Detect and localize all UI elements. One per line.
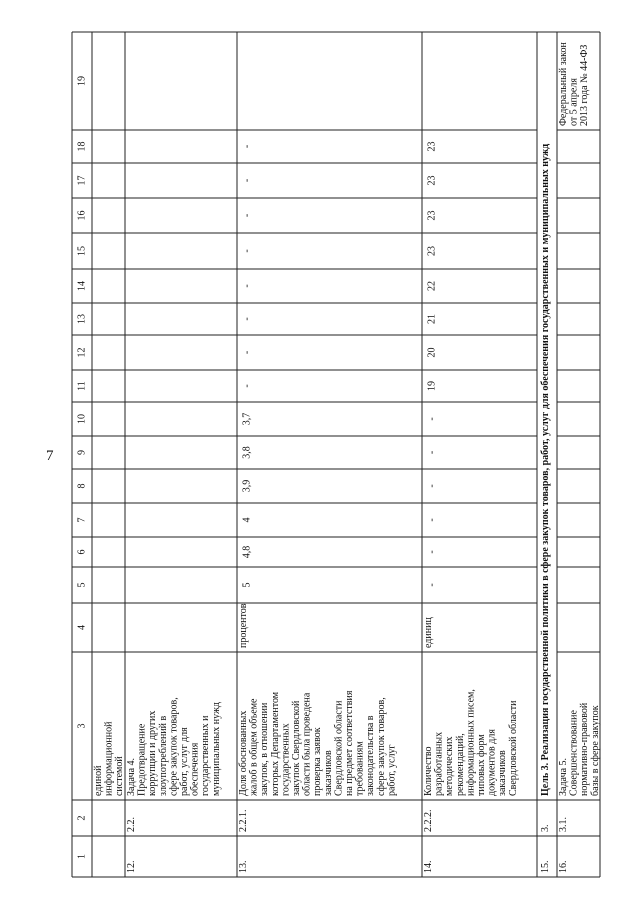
- table-cell: 20: [426, 347, 438, 358]
- svg-text:муниципальных нужд: муниципальных нужд: [210, 702, 222, 796]
- column-number: 1: [76, 854, 88, 859]
- svg-text:области была проведена: области была проведена: [301, 692, 313, 796]
- table-cell: [540, 825, 551, 833]
- table-cell: 19: [426, 381, 438, 391]
- table-cell: 3,7: [241, 412, 253, 426]
- column-number: 6: [76, 549, 88, 555]
- table-cell: -: [241, 384, 253, 388]
- table-cell: -: [241, 350, 253, 355]
- svg-text:14.: 14.: [423, 860, 434, 873]
- table-cell: -: [426, 484, 438, 488]
- table-cell: [238, 861, 249, 874]
- table-cell: -: [241, 213, 253, 218]
- column-number: 16: [76, 210, 88, 221]
- svg-text:государственных и: государственных и: [200, 715, 212, 796]
- table-cell: 23: [426, 141, 438, 152]
- column-number: 14: [76, 281, 88, 291]
- table-cell: 23: [426, 175, 438, 186]
- table-cell: -: [241, 317, 253, 321]
- svg-text:заказчиков: заказчиков: [497, 750, 509, 796]
- svg-text:3.: 3.: [540, 824, 551, 832]
- svg-text:обеспечения: обеспечения: [189, 742, 201, 796]
- svg-text:требованиям: требованиям: [354, 741, 366, 796]
- column-number: 3: [76, 723, 88, 729]
- svg-text:2.2.1.: 2.2.1.: [238, 809, 249, 832]
- page-number: 7: [46, 448, 54, 464]
- svg-text:Федеральный закон: Федеральный закон: [558, 42, 569, 126]
- svg-text:работ, услуг: работ, услуг: [386, 744, 398, 796]
- table-cell: -: [426, 450, 438, 455]
- svg-text:2013 года № 44-ФЗ: 2013 года № 44-ФЗ: [579, 44, 591, 126]
- svg-text:13.: 13.: [238, 860, 249, 873]
- svg-text:Количество: Количество: [423, 746, 434, 796]
- table-cell: [558, 702, 601, 796]
- svg-text:злоупотреблений в: злоупотреблений в: [157, 715, 169, 796]
- svg-text:единой: единой: [93, 765, 104, 796]
- svg-text:информационных писем,: информационных писем,: [465, 689, 477, 796]
- column-number: 15: [76, 246, 88, 256]
- table-cell: [238, 690, 397, 797]
- column-number: 5: [76, 582, 88, 588]
- svg-text:Задача 5.: Задача 5.: [558, 757, 569, 796]
- svg-text:Совершенствование: Совершенствование: [568, 710, 580, 796]
- table-cell: [93, 721, 125, 796]
- column-number: 17: [76, 175, 88, 186]
- table-cell: [126, 817, 137, 832]
- svg-text:16.: 16.: [558, 860, 569, 873]
- svg-text:от 5 апреля: от 5 апреля: [568, 78, 580, 126]
- svg-text:работ, услуг для: работ, услуг для: [179, 727, 190, 796]
- column-number: 11: [76, 381, 88, 391]
- table-cell: [540, 861, 551, 874]
- svg-text:сфере закупок товаров,: сфере закупок товаров,: [375, 697, 387, 796]
- table-cell: [423, 689, 519, 796]
- svg-text:которых Департаментом: которых Департаментом: [269, 691, 281, 796]
- svg-text:Предотвращение: Предотвращение: [136, 723, 148, 796]
- table-cell: -: [426, 417, 438, 421]
- table-cell: 23: [426, 246, 438, 256]
- table-cell: [238, 810, 249, 833]
- svg-text:коррупции и других: коррупции и других: [147, 710, 159, 796]
- table-cell: [558, 42, 590, 126]
- svg-text:заказчиков: заказчиков: [322, 750, 334, 796]
- table-cell: -: [426, 583, 438, 587]
- svg-text:рекомендаций,: рекомендаций,: [454, 733, 466, 796]
- svg-text:единиц: единиц: [423, 617, 434, 648]
- column-number: 10: [76, 414, 88, 424]
- table-cell: -: [241, 178, 253, 183]
- svg-text:3.1.: 3.1.: [558, 817, 569, 832]
- svg-text:документов для: документов для: [486, 729, 498, 796]
- column-number: 4: [76, 625, 88, 630]
- column-number: 9: [76, 450, 88, 455]
- table-cell: [238, 603, 249, 648]
- table-cell: [126, 861, 137, 874]
- table-cell: 5: [241, 582, 253, 588]
- table-cell: [423, 810, 434, 833]
- svg-text:разработанных: разработанных: [433, 731, 445, 796]
- svg-text:системой: системой: [114, 756, 126, 796]
- svg-text:типовых форм: типовых форм: [476, 734, 487, 796]
- svg-text:базы в сфере закупок: базы в сфере закупок: [589, 705, 601, 796]
- table-cell: -: [241, 284, 253, 288]
- table-cell: 23: [426, 210, 438, 221]
- svg-text:нормативно-правовой: нормативно-правовой: [579, 702, 591, 796]
- column-number: 18: [76, 141, 88, 152]
- column-number: 8: [76, 483, 88, 489]
- svg-text:информационной: информационной: [103, 721, 115, 796]
- svg-text:процентов: процентов: [238, 603, 249, 648]
- table-cell: 22: [426, 281, 438, 291]
- table-cell: [423, 617, 434, 648]
- svg-text:Свердловской области: Свердловской области: [507, 700, 519, 796]
- svg-text:законодательства в: законодательства в: [365, 715, 377, 796]
- table-cell: -: [426, 550, 438, 554]
- table-cell: [423, 861, 434, 874]
- column-number: 2: [76, 815, 88, 821]
- svg-text:15.: 15.: [540, 860, 551, 873]
- svg-text:проверка заявок: проверка заявок: [312, 727, 324, 796]
- svg-text:Доля обоснованных: Доля обоснованных: [238, 710, 249, 796]
- svg-text:закупок Свердловской: закупок Свердловской: [291, 700, 302, 796]
- svg-text:Цель 3. Реализация государстве: Цель 3. Реализация государственной политики в сфере закупок товаров, работ, услуг для обеспечения государственных и муниципальных нужд: [540, 143, 551, 796]
- svg-text:на предмет соответствия: на предмет соответствия: [344, 690, 355, 796]
- table-cell: -: [241, 144, 253, 149]
- svg-text:12.: 12.: [126, 860, 137, 873]
- goal-text: [540, 144, 551, 796]
- column-number: 7: [76, 517, 88, 523]
- svg-text:сфере закупок товаров,: сфере закупок товаров,: [168, 697, 180, 796]
- table-cell: 21: [426, 314, 438, 324]
- svg-text:методических: методических: [444, 736, 456, 796]
- table-cell: 3,8: [241, 446, 253, 459]
- table-cell: -: [426, 518, 438, 522]
- table-cell: 4,8: [241, 545, 253, 559]
- svg-text:Задача 4.: Задача 4.: [126, 757, 137, 796]
- table-cell: 4: [241, 517, 253, 523]
- column-number: 19: [76, 76, 88, 86]
- svg-text:жалоб в общем объеме: жалоб в общем объеме: [248, 698, 260, 796]
- table-cell: 3,9: [241, 479, 253, 493]
- svg-text:Свердловской области: Свердловской области: [333, 700, 345, 796]
- column-number: 13: [76, 314, 88, 324]
- table-cell: [558, 861, 569, 874]
- svg-text:2.2.2.: 2.2.2.: [423, 809, 434, 832]
- table-cell: -: [241, 249, 253, 253]
- svg-text:государственных: государственных: [280, 723, 292, 796]
- svg-text:закупок, в отношении: закупок, в отношении: [259, 702, 271, 796]
- table-cell: [126, 697, 222, 796]
- table-cell: [558, 817, 569, 832]
- column-number: 12: [76, 347, 88, 358]
- svg-text:2.2.: 2.2.: [126, 817, 137, 832]
